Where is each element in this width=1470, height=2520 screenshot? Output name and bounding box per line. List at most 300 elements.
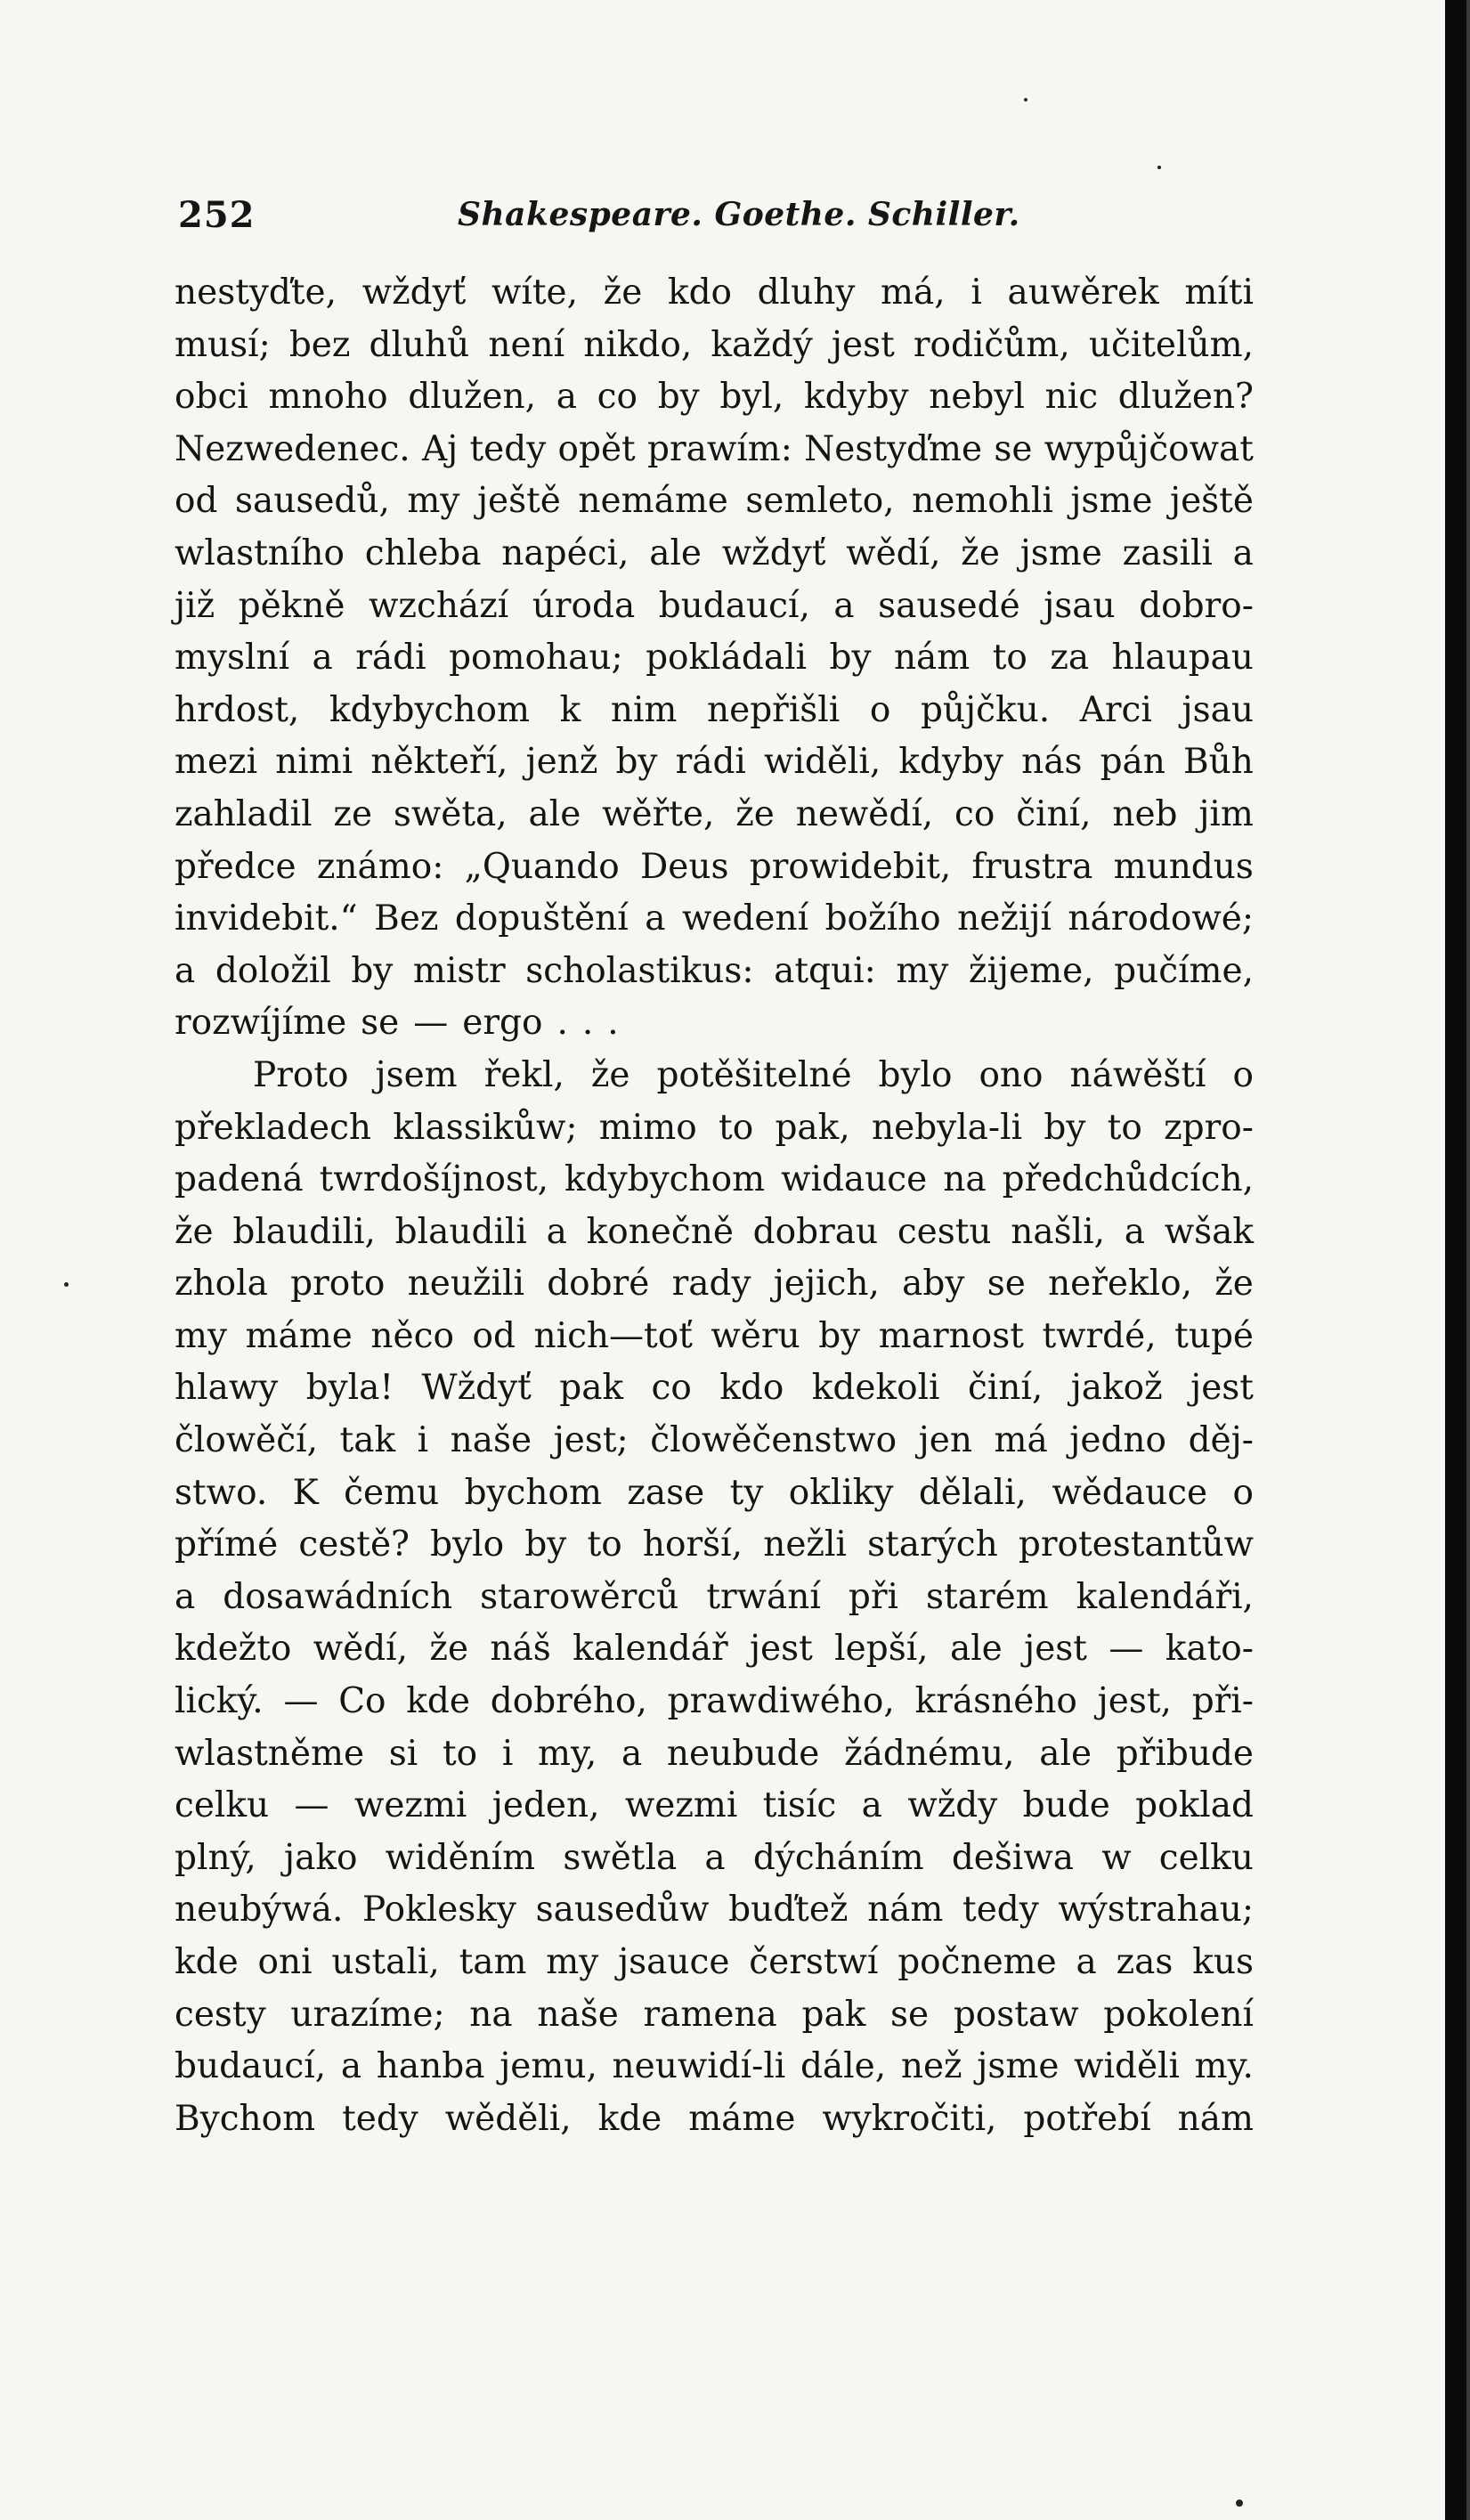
word: učitelům,	[1088, 324, 1254, 365]
word: čerstwí	[749, 1942, 879, 1982]
word: Bůh	[1183, 742, 1254, 783]
word: invidebit.“	[175, 898, 358, 939]
word: blaudili	[394, 1211, 527, 1252]
word: lický.	[175, 1681, 264, 1722]
word: a	[704, 1837, 726, 1878]
word: někteří,	[370, 742, 508, 783]
word: my	[896, 950, 949, 991]
word: a	[175, 1576, 196, 1617]
word: bylo	[430, 1524, 505, 1565]
word: nebyl	[929, 377, 1025, 418]
word: jsau	[1182, 689, 1254, 730]
word: má	[994, 1420, 1048, 1461]
word: a	[1124, 1211, 1145, 1252]
word: to	[587, 1524, 622, 1565]
word: proto	[290, 1264, 386, 1305]
word: celku	[175, 1785, 270, 1826]
word: zas	[1116, 1942, 1174, 1982]
word: a	[645, 898, 666, 939]
word: jest;	[553, 1420, 629, 1461]
word: —	[283, 1681, 319, 1722]
word: bude	[1022, 1785, 1110, 1826]
word: ale	[1039, 1733, 1092, 1774]
paragraph-first-line	[175, 1050, 1254, 1102]
word: Nezwedenec.	[175, 428, 410, 469]
word: wědí,	[313, 1629, 409, 1670]
word: dobrau	[752, 1211, 879, 1252]
word: našli,	[1011, 1211, 1105, 1252]
word: že	[429, 1629, 469, 1670]
word: hlawy	[175, 1368, 279, 1409]
word: plný,	[175, 1837, 256, 1878]
word: prawdiwého,	[667, 1681, 895, 1722]
word: sausedůw	[535, 1890, 710, 1931]
word: od	[472, 1315, 516, 1356]
word: budaucí,	[658, 585, 810, 626]
word: pěkně	[238, 585, 345, 626]
word: cestě?	[298, 1524, 410, 1565]
word: národowé;	[1068, 898, 1254, 939]
word: by	[351, 950, 394, 991]
word: twrdošíjnost,	[319, 1159, 549, 1200]
text-line	[175, 1728, 1254, 1781]
word: my.	[1194, 2046, 1254, 2087]
word: že	[735, 793, 775, 834]
word: wykročiti,	[822, 2098, 997, 2139]
word: blaudili,	[232, 1211, 376, 1252]
word: počneme	[897, 1942, 1057, 1982]
word: nás	[1021, 742, 1083, 783]
word: buďtež	[728, 1890, 849, 1931]
word: tupé	[1174, 1315, 1254, 1356]
word: cesty	[175, 1994, 266, 2035]
text-line	[175, 581, 1254, 633]
word: doložil	[215, 950, 331, 991]
word: scholastikus:	[525, 950, 754, 991]
word: jsme	[977, 2046, 1060, 2087]
text-line	[175, 1311, 1254, 1363]
word: i	[971, 272, 982, 313]
word: naše	[537, 1994, 619, 2035]
text-line	[175, 2041, 1254, 2093]
word: pokolení	[1103, 1994, 1254, 2035]
text-line	[175, 1780, 1254, 1833]
word: poklad	[1135, 1785, 1254, 1826]
word: budaucí,	[175, 2046, 327, 2087]
word: mistr	[412, 950, 506, 991]
word: i	[417, 1420, 429, 1461]
word: i	[501, 1733, 514, 1774]
word: urazíme;	[290, 1994, 445, 2035]
word: kdekoli	[811, 1368, 940, 1409]
word: kde	[597, 2098, 662, 2139]
word: sausedů,	[234, 481, 390, 522]
word: .	[581, 1003, 594, 1044]
word: celku	[1158, 1837, 1254, 1878]
word: auwěrek	[1007, 272, 1159, 313]
word: kdyby	[898, 742, 1003, 783]
word: by	[524, 1524, 567, 1565]
word: starém	[926, 1576, 1049, 1617]
word: ze	[333, 793, 373, 834]
word: kdybychom	[564, 1159, 766, 1200]
word: ustali,	[331, 1942, 440, 1982]
word: nepřišli	[707, 689, 841, 730]
word: widěli	[1074, 2046, 1180, 2087]
word: se	[361, 1003, 400, 1044]
word: klassikůw;	[393, 1107, 578, 1148]
word: newědí,	[795, 793, 934, 834]
word: okliky	[788, 1472, 894, 1513]
word: řekl,	[483, 1054, 564, 1095]
word: kde	[406, 1681, 470, 1722]
word: jsme	[1070, 481, 1153, 522]
word: mezi	[175, 742, 258, 783]
word: to	[992, 638, 1027, 679]
word: a	[546, 1211, 567, 1252]
word: dluhy	[757, 272, 856, 313]
word: za	[1050, 638, 1090, 679]
page-number: 252	[178, 194, 256, 236]
word: rodičům,	[913, 324, 1070, 365]
word: swětla	[563, 1837, 678, 1878]
word: by	[657, 377, 700, 418]
scan-speck	[1236, 2500, 1243, 2507]
word: neřeklo,	[1048, 1264, 1192, 1305]
word: bylo	[878, 1054, 953, 1095]
word: a	[861, 1785, 882, 1826]
word: co	[651, 1368, 692, 1409]
word: tisíc	[762, 1785, 837, 1826]
word: wěděli,	[444, 2098, 572, 2139]
word: widěním	[385, 1837, 536, 1878]
word: wezmi	[353, 1785, 467, 1826]
word: jako	[284, 1837, 358, 1878]
word: dále,	[800, 2046, 887, 2087]
word: kalendáři,	[1076, 1576, 1254, 1617]
word: kdo	[667, 272, 733, 313]
text-line	[175, 1989, 1254, 2042]
scan-border	[1466, 0, 1470, 2520]
word: Bez	[374, 898, 439, 939]
word: dobrého,	[490, 1681, 647, 1722]
word: .	[556, 1003, 568, 1044]
word: myslní	[175, 638, 290, 679]
word: sausedé	[878, 585, 1020, 626]
text-line	[175, 1154, 1254, 1207]
word: kde	[175, 1942, 239, 1982]
word: by	[818, 1315, 861, 1356]
word: nám	[1177, 2098, 1254, 2139]
word: a	[833, 585, 855, 626]
word: jsem	[375, 1054, 458, 1095]
word: zahladil	[175, 793, 313, 834]
word: konečně	[586, 1211, 734, 1252]
word: k	[559, 689, 581, 730]
word: něco	[370, 1315, 454, 1356]
word: činí,	[967, 1368, 1044, 1409]
word: o	[1232, 1472, 1254, 1513]
word: není	[488, 324, 565, 365]
word: jest,	[1097, 1681, 1172, 1722]
word: činí,	[1016, 793, 1092, 834]
word: že	[1214, 1264, 1254, 1305]
word: bez	[288, 324, 351, 365]
text-line	[175, 841, 1254, 894]
word: od	[175, 481, 218, 522]
word: wlastního	[175, 532, 345, 573]
word: atqui:	[774, 950, 876, 991]
word: žádnému,	[844, 1733, 1015, 1774]
text-line	[175, 632, 1254, 685]
word: mimo	[598, 1107, 697, 1148]
text-line	[175, 1415, 1254, 1467]
word: pomohau;	[449, 638, 623, 679]
word: dýcháním	[752, 1837, 924, 1878]
word: božího	[824, 898, 941, 939]
word: žijeme,	[968, 950, 1094, 991]
word: wšak	[1164, 1211, 1254, 1252]
word: jsau	[1044, 585, 1116, 626]
word: kdyby	[803, 377, 909, 418]
word: stwo.	[175, 1472, 268, 1513]
word: rady	[671, 1264, 751, 1305]
word: swěta,	[393, 793, 508, 834]
word: jen	[918, 1420, 972, 1461]
word: má,	[881, 272, 946, 313]
word: máme	[688, 2098, 796, 2139]
running-title: Shakespeare. Goethe. Schiller.	[458, 196, 1020, 233]
word: a	[175, 950, 196, 991]
word: rádi	[675, 742, 746, 783]
word: míti	[1184, 272, 1254, 313]
word: člowěčí,	[175, 1420, 318, 1461]
word: Arci	[1079, 689, 1152, 730]
word: wypůjčowat	[1044, 428, 1254, 469]
word: nim	[610, 689, 678, 730]
word: jim	[1198, 793, 1254, 834]
word: dobro-	[1139, 585, 1254, 626]
word: a	[1232, 532, 1254, 573]
word: tedy	[962, 1890, 1039, 1931]
word: by	[1044, 1107, 1086, 1148]
word: mnoho	[268, 377, 388, 418]
word: hlaupau	[1111, 638, 1254, 679]
word: každý	[711, 324, 813, 365]
word: pak	[559, 1368, 624, 1409]
word: pak,	[775, 1107, 850, 1148]
word: jakož	[1070, 1368, 1163, 1409]
text-line	[175, 267, 1254, 320]
word: nám	[867, 1890, 944, 1931]
word: že	[590, 1054, 630, 1095]
word: přibude	[1116, 1733, 1254, 1774]
word: nemohli	[912, 481, 1053, 522]
body-text	[175, 267, 1254, 2145]
word: to	[1107, 1107, 1142, 1148]
text-line	[175, 371, 1254, 424]
word: dopuštění	[454, 898, 629, 939]
word: my,	[538, 1733, 597, 1774]
word: neb	[1112, 793, 1178, 834]
word: nikdo,	[583, 324, 693, 365]
word: wždyť	[361, 272, 467, 313]
word: postaw	[953, 1994, 1079, 2035]
word: frustra	[971, 846, 1093, 887]
word: nežijí	[957, 898, 1052, 939]
text-line	[175, 946, 1254, 998]
text-line	[175, 893, 1254, 946]
text-line	[175, 424, 1254, 476]
word: ramena	[643, 1994, 777, 2035]
word: aby	[902, 1264, 965, 1305]
text-line	[175, 789, 1254, 841]
word: wěřte,	[602, 793, 715, 834]
word: překladech	[175, 1107, 372, 1148]
text-line	[175, 1623, 1254, 1676]
word: lepší,	[834, 1629, 929, 1670]
word: ještě	[1169, 481, 1254, 522]
word: dobré	[547, 1264, 650, 1305]
word: wždyť	[721, 532, 826, 573]
text-line	[175, 736, 1254, 789]
word: zasili	[1122, 532, 1213, 573]
word: jsauce	[618, 1942, 730, 1982]
word: jsme	[1019, 532, 1102, 573]
word: nemáme	[578, 481, 728, 522]
word: čemu	[344, 1472, 440, 1513]
word: zase	[627, 1472, 705, 1513]
word: semleto,	[745, 481, 895, 522]
word: dělali,	[918, 1472, 1027, 1513]
word: jeden,	[491, 1785, 600, 1826]
word: wlastněme	[175, 1733, 365, 1774]
word: —	[1109, 1629, 1144, 1670]
text-line	[175, 1102, 1254, 1155]
word: horší,	[642, 1524, 743, 1565]
page-header	[178, 194, 1257, 248]
word: neuwidí-li	[612, 2046, 786, 2087]
word: že	[603, 272, 643, 313]
word: náwěští	[1069, 1054, 1206, 1095]
word: wedení	[681, 898, 809, 939]
word: děj-	[1188, 1420, 1254, 1461]
word: a	[312, 638, 333, 679]
word: ale	[649, 532, 703, 573]
word: pak	[801, 1994, 866, 2035]
word: že	[175, 1211, 214, 1252]
word: pokládali	[646, 638, 808, 679]
text-line	[175, 528, 1254, 581]
word: starowěrců	[480, 1576, 679, 1617]
word: tedy	[342, 2098, 418, 2139]
word: wezmi	[624, 1785, 738, 1826]
word: náš	[490, 1629, 551, 1670]
word: přímé	[175, 1524, 279, 1565]
word: w	[1101, 1837, 1132, 1878]
word: Bychom	[175, 2098, 316, 2139]
word: to	[719, 1107, 754, 1148]
text-line	[175, 1467, 1254, 1520]
word: co	[597, 377, 638, 418]
word: musí;	[175, 324, 271, 365]
word: a	[340, 2046, 362, 2087]
word: jest	[1190, 1368, 1254, 1409]
word: byl,	[719, 377, 784, 418]
word: —	[413, 1003, 449, 1044]
word: předchůdcích,	[1002, 1159, 1254, 1200]
word: Proto	[253, 1054, 349, 1095]
word: Nestyďme	[804, 428, 983, 469]
word: nich—toť	[533, 1315, 693, 1356]
word: —	[294, 1785, 329, 1826]
word: neubýwá.	[175, 1890, 344, 1931]
word: zhola	[175, 1264, 268, 1305]
word: byla!	[305, 1368, 394, 1409]
word: wíte,	[491, 272, 578, 313]
word: dešiwa	[951, 1837, 1074, 1878]
word: K	[292, 1472, 319, 1513]
word: Deus	[640, 846, 729, 887]
word: dlužen,	[408, 377, 537, 418]
word: potěšitelné	[656, 1054, 852, 1095]
word: widěli,	[764, 742, 881, 783]
word: jedno	[1069, 1420, 1167, 1461]
word: .	[607, 1003, 619, 1044]
word: že	[961, 532, 1000, 573]
word: wýstrahau;	[1058, 1890, 1254, 1931]
word: si	[388, 1733, 418, 1774]
word: máme	[245, 1315, 353, 1356]
word: dluhů	[369, 324, 470, 365]
word: wědí,	[846, 532, 941, 573]
word: jejich,	[773, 1264, 880, 1305]
word: jest	[831, 324, 895, 365]
word: co	[954, 793, 995, 834]
word: my	[407, 481, 460, 522]
text-line	[175, 1884, 1254, 1937]
word: Aj	[421, 428, 459, 469]
word: to	[442, 1733, 478, 1774]
word: ale	[528, 793, 581, 834]
word: hrdost,	[175, 689, 300, 730]
word: my	[546, 1942, 599, 1982]
word: bychom	[464, 1472, 602, 1513]
text-line	[175, 1572, 1254, 1624]
scan-speck	[64, 1282, 69, 1287]
word: tam	[459, 1942, 527, 1982]
word: wědauce	[1052, 1472, 1208, 1513]
word: kalendář	[573, 1629, 728, 1670]
scan-speck	[1157, 166, 1161, 169]
word: cestu	[897, 1211, 992, 1252]
word: wždy	[907, 1785, 998, 1826]
text-line	[175, 685, 1254, 737]
word: jest	[749, 1629, 813, 1670]
word: pučíme,	[1114, 950, 1254, 991]
word: nebyla-li	[872, 1107, 1023, 1148]
text-line	[175, 476, 1254, 528]
word: rozwíjíme	[175, 1003, 347, 1044]
word: kus	[1192, 1942, 1254, 1982]
word: padená	[175, 1159, 304, 1200]
word: twrdé,	[1042, 1315, 1157, 1356]
text-line	[175, 1207, 1254, 1259]
word: obci	[175, 377, 248, 418]
word: mundus	[1113, 846, 1254, 887]
word: se	[890, 1994, 930, 2035]
word: napéci,	[501, 532, 629, 573]
